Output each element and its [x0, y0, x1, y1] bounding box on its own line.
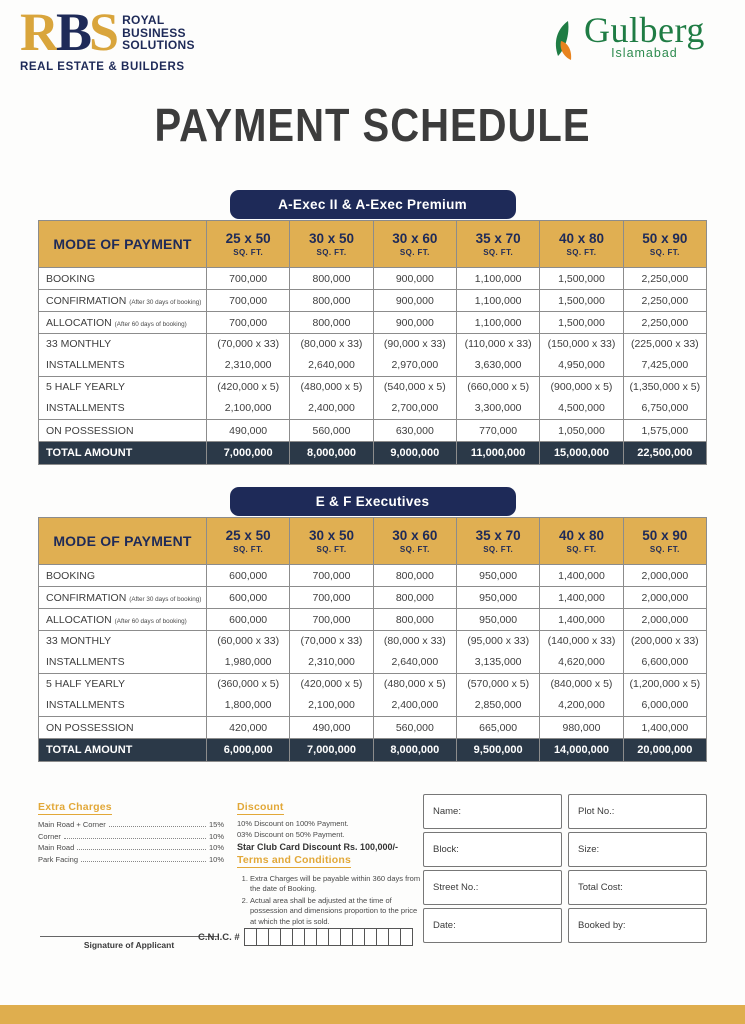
cell-value: 8,000,000 [290, 442, 373, 465]
cell-value: 1,400,000 [540, 609, 623, 631]
cell-value: 700,000 [290, 587, 373, 609]
form-field-label: Block: [433, 844, 459, 855]
signature-block [40, 936, 218, 950]
extra-charges-heading: Extra Charges [38, 801, 112, 813]
rbs-logo [20, 2, 220, 73]
cell-value: 1,500,000 [540, 290, 623, 312]
terms-section [237, 850, 423, 929]
row-label: BOOKING [39, 268, 207, 290]
cell-value: 2,000,000 [623, 587, 706, 609]
table-row [39, 268, 707, 290]
table-row [39, 377, 707, 420]
cell-value: (1,200,000 x 5) 6,000,000 [623, 674, 706, 717]
terms-item: 2. Actual area shall be adjusted at the time of possession and dimensions proportion to the price at which the plot is sold. [250, 896, 423, 926]
discount-heading: Discount [237, 801, 284, 813]
table-row [39, 631, 707, 674]
row-label: 33 MONTHLY INSTALLMENTS [39, 334, 207, 377]
rbs-word-2: BUSINESS [122, 25, 186, 40]
cell-value: (540,000 x 5) 2,700,000 [373, 377, 456, 420]
cell-value: 1,100,000 [456, 290, 539, 312]
cell-value: 9,000,000 [373, 442, 456, 465]
footer-gold-bar [0, 1005, 745, 1024]
cell-value: 560,000 [290, 420, 373, 442]
cell-value: 800,000 [290, 268, 373, 290]
extra-charges-section [38, 797, 224, 866]
cell-value: (420,000 x 5) 2,100,000 [290, 674, 373, 717]
cell-value: 2,250,000 [623, 268, 706, 290]
cell-value: 1,400,000 [623, 717, 706, 739]
cell-value: 1,575,000 [623, 420, 706, 442]
form-field-label: Street No.: [433, 882, 479, 893]
extra-charge-item: Corner 10% [38, 831, 224, 841]
cell-value: 7,000,000 [207, 442, 290, 465]
cell-value: 560,000 [373, 717, 456, 739]
extra-charge-item: Main Road + Corner 15% [38, 820, 224, 829]
discount-lines [237, 819, 417, 841]
rbs-monogram: RBS [20, 2, 117, 62]
cell-value: 1,050,000 [540, 420, 623, 442]
cnic-digit-box [400, 928, 413, 946]
table-row [39, 290, 707, 312]
plot-size-header: 50 x 90 SQ. FT. [623, 518, 706, 565]
cell-value: (900,000 x 5) 4,500,000 [540, 377, 623, 420]
cell-value: 600,000 [207, 609, 290, 631]
cell-value: (95,000 x 33) 3,135,000 [456, 631, 539, 674]
table-row [39, 420, 707, 442]
booking-form [423, 794, 707, 943]
cnic-label: C.N.I.C. # [198, 931, 240, 943]
plot-size-header: 25 x 50 SQ. FT. [207, 221, 290, 268]
cell-value: 8,000,000 [373, 739, 456, 762]
plan-section-e-f [38, 487, 707, 762]
cell-value: (570,000 x 5) 2,850,000 [456, 674, 539, 717]
plot-size-header: 30 x 60 SQ. FT. [373, 518, 456, 565]
discount-highlight: Star Club Card Discount Rs. 100,000/- [237, 841, 399, 852]
cell-value: 11,000,000 [456, 442, 539, 465]
table-row [39, 609, 707, 631]
row-label: ALLOCATION (After 60 days of booking) [39, 609, 207, 631]
leaf-icon [552, 20, 582, 66]
row-label: BOOKING [39, 565, 207, 587]
plot-size-header: 50 x 90 SQ. FT. [623, 221, 706, 268]
form-field-label: Size: [578, 844, 600, 855]
cell-value: (360,000 x 5) 1,800,000 [207, 674, 290, 717]
row-label: 5 HALF YEARLY INSTALLMENTS [39, 674, 207, 717]
cell-value: 1,500,000 [540, 268, 623, 290]
form-field-label: Name: [433, 806, 461, 817]
table-row [39, 312, 707, 334]
cell-value: (660,000 x 5) 3,300,000 [456, 377, 539, 420]
cell-value: 490,000 [290, 717, 373, 739]
plan-section-a-exec [38, 190, 707, 465]
table-row [39, 717, 707, 739]
discount-section [237, 797, 417, 852]
mode-of-payment-header: MODE OF PAYMENT [39, 518, 207, 565]
cell-value: (420,000 x 5) 2,100,000 [207, 377, 290, 420]
terms-item: 1. Extra Charges will be payable within 360 days from the date of Booking. [250, 874, 423, 894]
cell-value: 800,000 [373, 565, 456, 587]
gulberg-name: Gulberg [584, 10, 705, 50]
cell-value: 7,000,000 [290, 739, 373, 762]
cell-value: 14,000,000 [540, 739, 623, 762]
payment-table-a-exec [38, 220, 707, 465]
row-label: 33 MONTHLY INSTALLMENTS [39, 631, 207, 674]
table-row [39, 674, 707, 717]
extra-charge-item: Park Facing 10% [38, 854, 224, 864]
cell-value: (480,000 x 5) 2,400,000 [290, 377, 373, 420]
cell-value: 900,000 [373, 268, 456, 290]
plot-size-header: 35 x 70 SQ. FT. [456, 221, 539, 268]
cell-value: 900,000 [373, 290, 456, 312]
row-label: 5 HALF YEARLY INSTALLMENTS [39, 377, 207, 420]
cell-value: 950,000 [456, 565, 539, 587]
plot-size-header: 35 x 70 SQ. FT. [456, 518, 539, 565]
form-field-label: Date: [433, 920, 456, 931]
cell-value: (70,000 x 33) 2,310,000 [207, 334, 290, 377]
form-field-plotno [568, 794, 707, 829]
cell-value: 15,000,000 [540, 442, 623, 465]
cell-value: 630,000 [373, 420, 456, 442]
cell-value: 9,500,000 [456, 739, 539, 762]
terms-list [250, 874, 423, 927]
signature-label: Signature of Applicant [83, 940, 175, 950]
cnic-boxes [245, 928, 413, 946]
plan-badge-e-f: E & F Executives [230, 487, 516, 516]
table-row [39, 334, 707, 377]
cell-value: (90,000 x 33) 2,970,000 [373, 334, 456, 377]
plot-size-header: 25 x 50 SQ. FT. [207, 518, 290, 565]
cell-value: 2,250,000 [623, 312, 706, 334]
rbs-tagline: REAL ESTATE & BUILDERS [20, 60, 185, 73]
form-field-date [423, 908, 562, 943]
plot-size-header: 30 x 60 SQ. FT. [373, 221, 456, 268]
cell-value: 665,000 [456, 717, 539, 739]
cell-value: 420,000 [207, 717, 290, 739]
cell-value: 1,400,000 [540, 565, 623, 587]
row-label: CONFIRMATION (After 30 days of booking) [39, 290, 207, 312]
cell-value: 980,000 [540, 717, 623, 739]
cell-value: 700,000 [207, 312, 290, 334]
cell-value: (840,000 x 5) 4,200,000 [540, 674, 623, 717]
payment-table-e-f [38, 517, 707, 762]
cell-value: (150,000 x 33) 4,950,000 [540, 334, 623, 377]
cell-value: (1,350,000 x 5) 6,750,000 [623, 377, 706, 420]
form-field-label: Booked by: [578, 920, 626, 931]
cell-value: 1,400,000 [540, 587, 623, 609]
terms-heading: Terms and Conditions [237, 854, 352, 866]
cell-value: 700,000 [290, 565, 373, 587]
plot-size-header: 40 x 80 SQ. FT. [540, 518, 623, 565]
cell-value: (70,000 x 33) 2,310,000 [290, 631, 373, 674]
rbs-word-3: SOLUTIONS [122, 38, 195, 53]
form-field-name [423, 794, 562, 829]
form-field-label: Plot No.: [578, 806, 615, 817]
cell-value: (80,000 x 33) 2,640,000 [373, 631, 456, 674]
cell-value: (80,000 x 33) 2,640,000 [290, 334, 373, 377]
rbs-wordmark [122, 14, 195, 52]
discount-line: 10% Discount on 100% Payment. [237, 819, 349, 828]
extra-charge-item: Main Road 10% [38, 843, 224, 853]
cell-value: 600,000 [207, 587, 290, 609]
cell-value: 800,000 [373, 609, 456, 631]
form-field-block [423, 832, 562, 867]
cell-value: (480,000 x 5) 2,400,000 [373, 674, 456, 717]
cell-value: 800,000 [373, 587, 456, 609]
form-field-label: Total Cost: [578, 882, 623, 893]
cell-value: 950,000 [456, 609, 539, 631]
mode-of-payment-header: MODE OF PAYMENT [39, 221, 207, 268]
cell-value: 1,100,000 [456, 268, 539, 290]
rbs-word-1: ROYAL [122, 13, 165, 27]
row-label: TOTAL AMOUNT [39, 442, 207, 465]
cell-value: 800,000 [290, 290, 373, 312]
row-label: ALLOCATION (After 60 days of booking) [39, 312, 207, 334]
cell-value: 700,000 [207, 268, 290, 290]
form-field-totalcost [568, 870, 707, 905]
cell-value: 770,000 [456, 420, 539, 442]
cell-value: 800,000 [290, 312, 373, 334]
row-label: CONFIRMATION (After 30 days of booking) [39, 587, 207, 609]
cell-value: 1,100,000 [456, 312, 539, 334]
plan-badge-a-exec: A-Exec II & A-Exec Premium [230, 190, 516, 219]
cell-value: 900,000 [373, 312, 456, 334]
table-row [39, 442, 707, 465]
table-row [39, 565, 707, 587]
cell-value: 700,000 [290, 609, 373, 631]
cell-value: 2,000,000 [623, 609, 706, 631]
cell-value: (200,000 x 33) 6,600,000 [623, 631, 706, 674]
plot-size-header: 30 x 50 SQ. FT. [290, 221, 373, 268]
cell-value: (140,000 x 33) 4,620,000 [540, 631, 623, 674]
plot-size-header: 40 x 80 SQ. FT. [540, 221, 623, 268]
table-row [39, 739, 707, 762]
cell-value: 490,000 [207, 420, 290, 442]
plot-size-header: 30 x 50 SQ. FT. [290, 518, 373, 565]
cnic-block [198, 928, 413, 946]
table-row [39, 587, 707, 609]
row-label: ON POSSESSION [39, 717, 207, 739]
cell-value: 600,000 [207, 565, 290, 587]
cell-value: (225,000 x 33) 7,425,000 [623, 334, 706, 377]
form-field-streetno [423, 870, 562, 905]
row-label: ON POSSESSION [39, 420, 207, 442]
cell-value: 2,250,000 [623, 290, 706, 312]
cell-value: 2,000,000 [623, 565, 706, 587]
cell-value: 22,500,000 [623, 442, 706, 465]
discount-line: 03% Discount on 50% Payment. [237, 829, 345, 839]
cell-value: (60,000 x 33) 1,980,000 [207, 631, 290, 674]
form-field-size [568, 832, 707, 867]
page-title: PAYMENT SCHEDULE [154, 100, 591, 152]
gulberg-logo [552, 12, 705, 66]
cell-value: (110,000 x 33) 3,630,000 [456, 334, 539, 377]
cell-value: 20,000,000 [623, 739, 706, 762]
gulberg-city: Islamabad [611, 46, 678, 60]
extra-charges-list [38, 819, 224, 866]
cell-value: 950,000 [456, 587, 539, 609]
cell-value: 1,500,000 [540, 312, 623, 334]
form-field-bookedby [568, 908, 707, 943]
cell-value: 6,000,000 [207, 739, 290, 762]
cell-value: 700,000 [207, 290, 290, 312]
row-label: TOTAL AMOUNT [39, 739, 207, 762]
